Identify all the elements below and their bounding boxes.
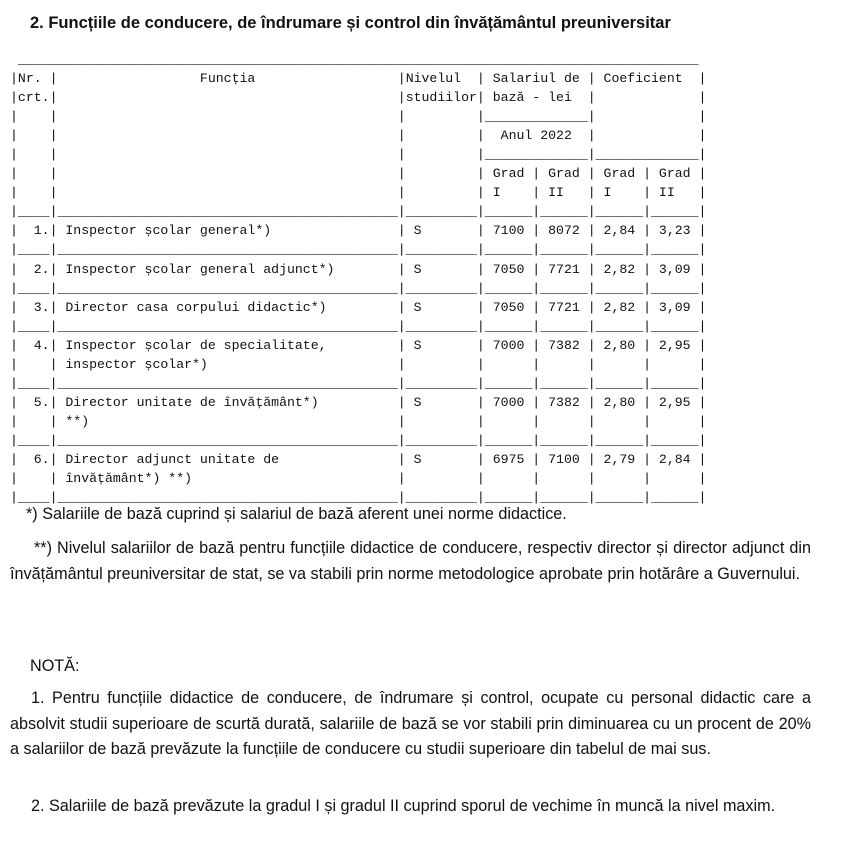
footnote-leadership-salaries: **) Nivelul salariilor de bază pentru funcțiile didactice de conducere, respectiv director și director adjunct din învățământul preuniversitar de stat, se va stabili prin norme metodologice aprobate prin hotărâre a Guvernului.	[10, 539, 811, 583]
table-row-line: |____|___________________________________________|_________|______|______|______|______|	[10, 280, 707, 296]
table-header-line: |crt.| |studiilor| bază - lei | |	[10, 90, 707, 106]
table-header	[10, 71, 706, 219]
table-header-line: | | | |_____________|_____________|	[10, 147, 707, 163]
note-item-1: 1. Pentru funcțiile didactice de conducere, de îndrumare și control, ocupate cu personal didactic care a absolvit studii superioare de scurtă durată, salariile de bază se vor stabili prin diminuarea cu un procent de 20% a salariilor de bază prevăzute la funcțiile de conducere cu studii superioare din tabelul de mai sus.	[10, 689, 811, 758]
table-row-line: | 3.| Director casa corpului didactic*) | S | 7050 | 7721 | 2,82 | 3,09 |	[10, 299, 707, 315]
table-row-line: |____|___________________________________________|_________|______|______|______|______|	[10, 490, 707, 506]
table-header-line: | | | | I | II | I | II |	[10, 185, 707, 201]
table-header-line: |Nr. | Funcția |Nivelul | Salariul de | Coeficient |	[10, 71, 707, 87]
table-row-line: | 2.| Inspector școlar general adjunct*) | S | 7050 | 7721 | 2,82 | 3,09 |	[10, 261, 707, 277]
table-row-line: |____|___________________________________________|_________|______|______|______|______|	[10, 432, 707, 448]
table-row-line: | | învățământ*) **) | | | | | |	[10, 471, 707, 487]
table-row-line: | | inspector școlar*) | | | | | |	[10, 356, 707, 372]
section-title: 2. Funcțiile de conducere, de îndrumare și control din învățământul preuniversitar	[30, 14, 671, 32]
table-body	[10, 223, 706, 505]
table-header-line: | | | | Grad | Grad | Grad | Grad |	[10, 166, 707, 182]
table-header-line: | | | |_____________| |	[10, 109, 707, 125]
table-row-line: | 4.| Inspector școlar de specialitate, | S | 7000 | 7382 | 2,80 | 2,95 |	[10, 337, 707, 353]
table-row-line: | 5.| Director unitate de învățământ*) | S | 7000 | 7382 | 2,80 | 2,95 |	[10, 394, 707, 410]
note-heading: NOTĂ:	[30, 657, 80, 675]
table-row-line: |____|___________________________________________|_________|______|______|______|______|	[10, 242, 707, 258]
table-row-line: | | **) | | | | | |	[10, 413, 707, 429]
salary-table	[10, 50, 706, 507]
table-header-line: |____|___________________________________________|_________|______|______|______|______|	[10, 204, 707, 220]
table-row-line: |____|___________________________________________|_________|______|______|______|______|	[10, 318, 707, 334]
table-row-line: | 1.| Inspector școlar general*) | S | 7100 | 8072 | 2,84 | 3,23 |	[10, 223, 707, 239]
note-item-2: 2. Salariile de bază prevăzute la gradul I și gradul II cuprind sporul de vechime în muncă la nivel maxim.	[31, 797, 776, 815]
footnote-salary-norm: *) Salariile de bază cuprind și salariul de bază aferent unei norme didactice.	[26, 505, 567, 523]
table-row-line: |____|___________________________________________|_________|______|______|______|______|	[10, 375, 707, 391]
table-row-line: | 6.| Director adjunct unitate de | S | 6975 | 7100 | 2,79 | 2,84 |	[10, 451, 707, 467]
table-top-border: ______________________________________________________________________________________	[10, 52, 699, 67]
table-header-line: | | | | Anul 2022 | |	[10, 128, 707, 144]
